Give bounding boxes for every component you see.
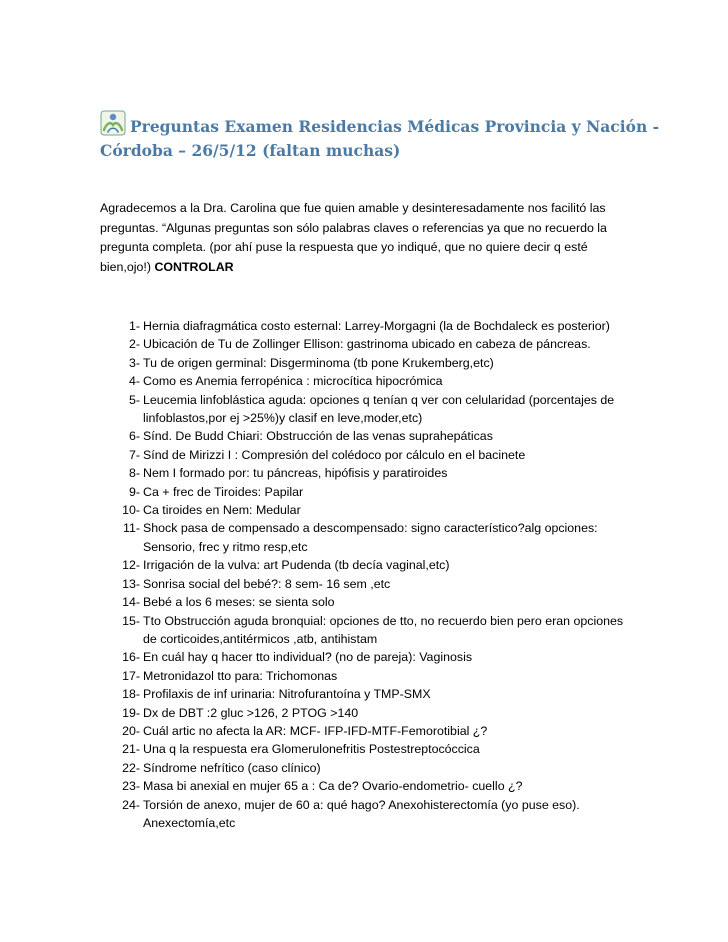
question-text: En cuál hay q hacer tto individual? (no de pareja): Vaginosis [143,650,473,665]
question-item [100,759,640,777]
question-item [100,796,640,833]
question-number: 10- [122,503,140,518]
question-number: 11- [123,521,140,536]
intro-emphasis: CONTROLAR [154,259,234,274]
question-text: Dx de DBT :2 gluc >126, 2 PTOG >140 [143,705,359,720]
question-item [100,464,640,482]
question-text: Como es Anemia ferropénica : microcítica hipocrómica [143,374,443,389]
document-title [100,110,660,163]
question-number: 3- [128,355,140,370]
question-item [100,427,640,445]
intro-paragraph [100,199,640,277]
question-text: Tu de origen germinal: Disgerminoma (tb pone Krukemberg,etc) [143,355,494,370]
question-item [100,335,640,353]
question-number: 19- [122,705,140,720]
question-number: 13- [122,576,140,591]
question-text: Ubicación de Tu de Zollinger Ellison: gastrinoma ubicado en cabeza de páncreas. [143,337,591,352]
question-number: 18- [122,687,140,702]
question-item [100,372,640,390]
question-number: 4- [128,374,140,389]
question-number: 16- [122,650,140,665]
question-item [100,317,640,335]
question-item [100,354,640,372]
question-number: 7- [128,447,140,462]
question-text: Shock pasa de compensado a descompensado: signo característico?alg opciones: Sensorio, frec y ritmo resp,etc [143,521,598,554]
question-item [100,667,640,685]
question-number: 9- [128,484,140,499]
question-text: Leucemia linfoblástica aguda: opciones q tenían q ver con celularidad (porcentajes de linfoblastos,por ej >25%)y clasif en leve,moder,etc) [143,392,615,426]
question-number: 2- [128,337,140,352]
question-text: Profilaxis de inf urinaria: Nitrofurantoína y TMP-SMX [143,687,431,702]
question-number: 8- [128,466,140,481]
intro-text: Agradecemos a la Dra. Carolina que fue quien amable y desinteresadamente nos facilitó las preguntas. “Algunas preguntas son sólo palabras claves o referencias ya que no recuerdo la pregunta completa. (por ahí puse la respuesta que yo indiqué, que no quiere decir q esté bien,ojo!) [100,201,607,274]
question-text: Bebé a los 6 meses: se sienta solo [143,595,335,610]
question-number: 5- [128,392,140,407]
question-item [100,722,640,740]
question-item [100,501,640,519]
question-item [100,648,640,666]
question-item [100,740,640,758]
question-item [100,575,640,593]
question-item [100,593,640,611]
question-number: 23- [122,779,140,794]
question-item [100,446,640,464]
question-text: Síndrome nefrítico (caso clínico) [143,760,321,775]
question-text: Sonrisa social del bebé?: 8 sem- 16 sem ,etc [143,576,391,591]
question-number: 1- [128,319,140,333]
question-number: 21- [122,742,140,757]
question-text: Metronidazol tto para: Trichomonas [143,668,338,683]
title-line-1: Preguntas Examen Residencias Médicas Provincia y Nación - [130,117,660,136]
question-number: 22- [122,760,140,775]
question-text: Ca tiroides en Nem: Medular [143,503,301,518]
title-line-2: Córdoba – 26/5/12 (faltan muchas) [100,141,401,160]
question-text: Hernia diafragmática costo esternal: Larrey-Morgagni (la de Bochdaleck es posterior) [143,319,610,333]
question-text: Sínd de Mirizzi I : Compresión del colédoco por cálculo en el bacinete [143,447,526,462]
question-item [100,483,640,501]
question-number: 24- [122,797,140,812]
medical-logo-icon [100,110,126,136]
question-text: Sínd. De Budd Chiari: Obstrucción de las venas suprahepáticas [143,429,493,444]
question-text: Ca + frec de Tiroides: Papilar [143,484,304,499]
question-text: Nem I formado por: tu páncreas, hipófisis y paratiroides [143,466,448,481]
question-text: Torsión de anexo, mujer de 60 a: qué hago? Anexohisterectomía (yo puse eso). Anexectomía,etc [143,797,580,830]
question-number: 12- [122,558,140,573]
question-number: 15- [122,613,140,628]
question-number: 6- [128,429,140,444]
questions-list [100,317,640,832]
question-text: Tto Obstrucción aguda bronquial: opciones de tto, no recuerdo bien pero eran opciones de corticoides,antitérmicos ,atb, antihistam [143,613,624,646]
question-item [100,519,640,556]
question-number: 20- [122,723,140,738]
question-text: Irrigación de la vulva: art Pudenda (tb decía vaginal,etc) [143,558,450,573]
question-item [100,685,640,703]
question-number: 14- [122,595,140,610]
question-text: Masa bi anexial en mujer 65 a : Ca de? Ovario-endometrio- cuello ¿? [143,779,523,794]
question-item [100,704,640,722]
question-number: 17- [122,668,140,683]
question-item [100,777,640,795]
question-text: Una q la respuesta era Glomerulonefritis Postestreptocóccica [143,742,480,757]
question-item [100,556,640,574]
question-item [100,391,640,428]
question-text: Cuál artic no afecta la AR: MCF- IFP-IFD-MTF-Femorotibial ¿? [143,723,488,738]
question-item [100,612,640,649]
